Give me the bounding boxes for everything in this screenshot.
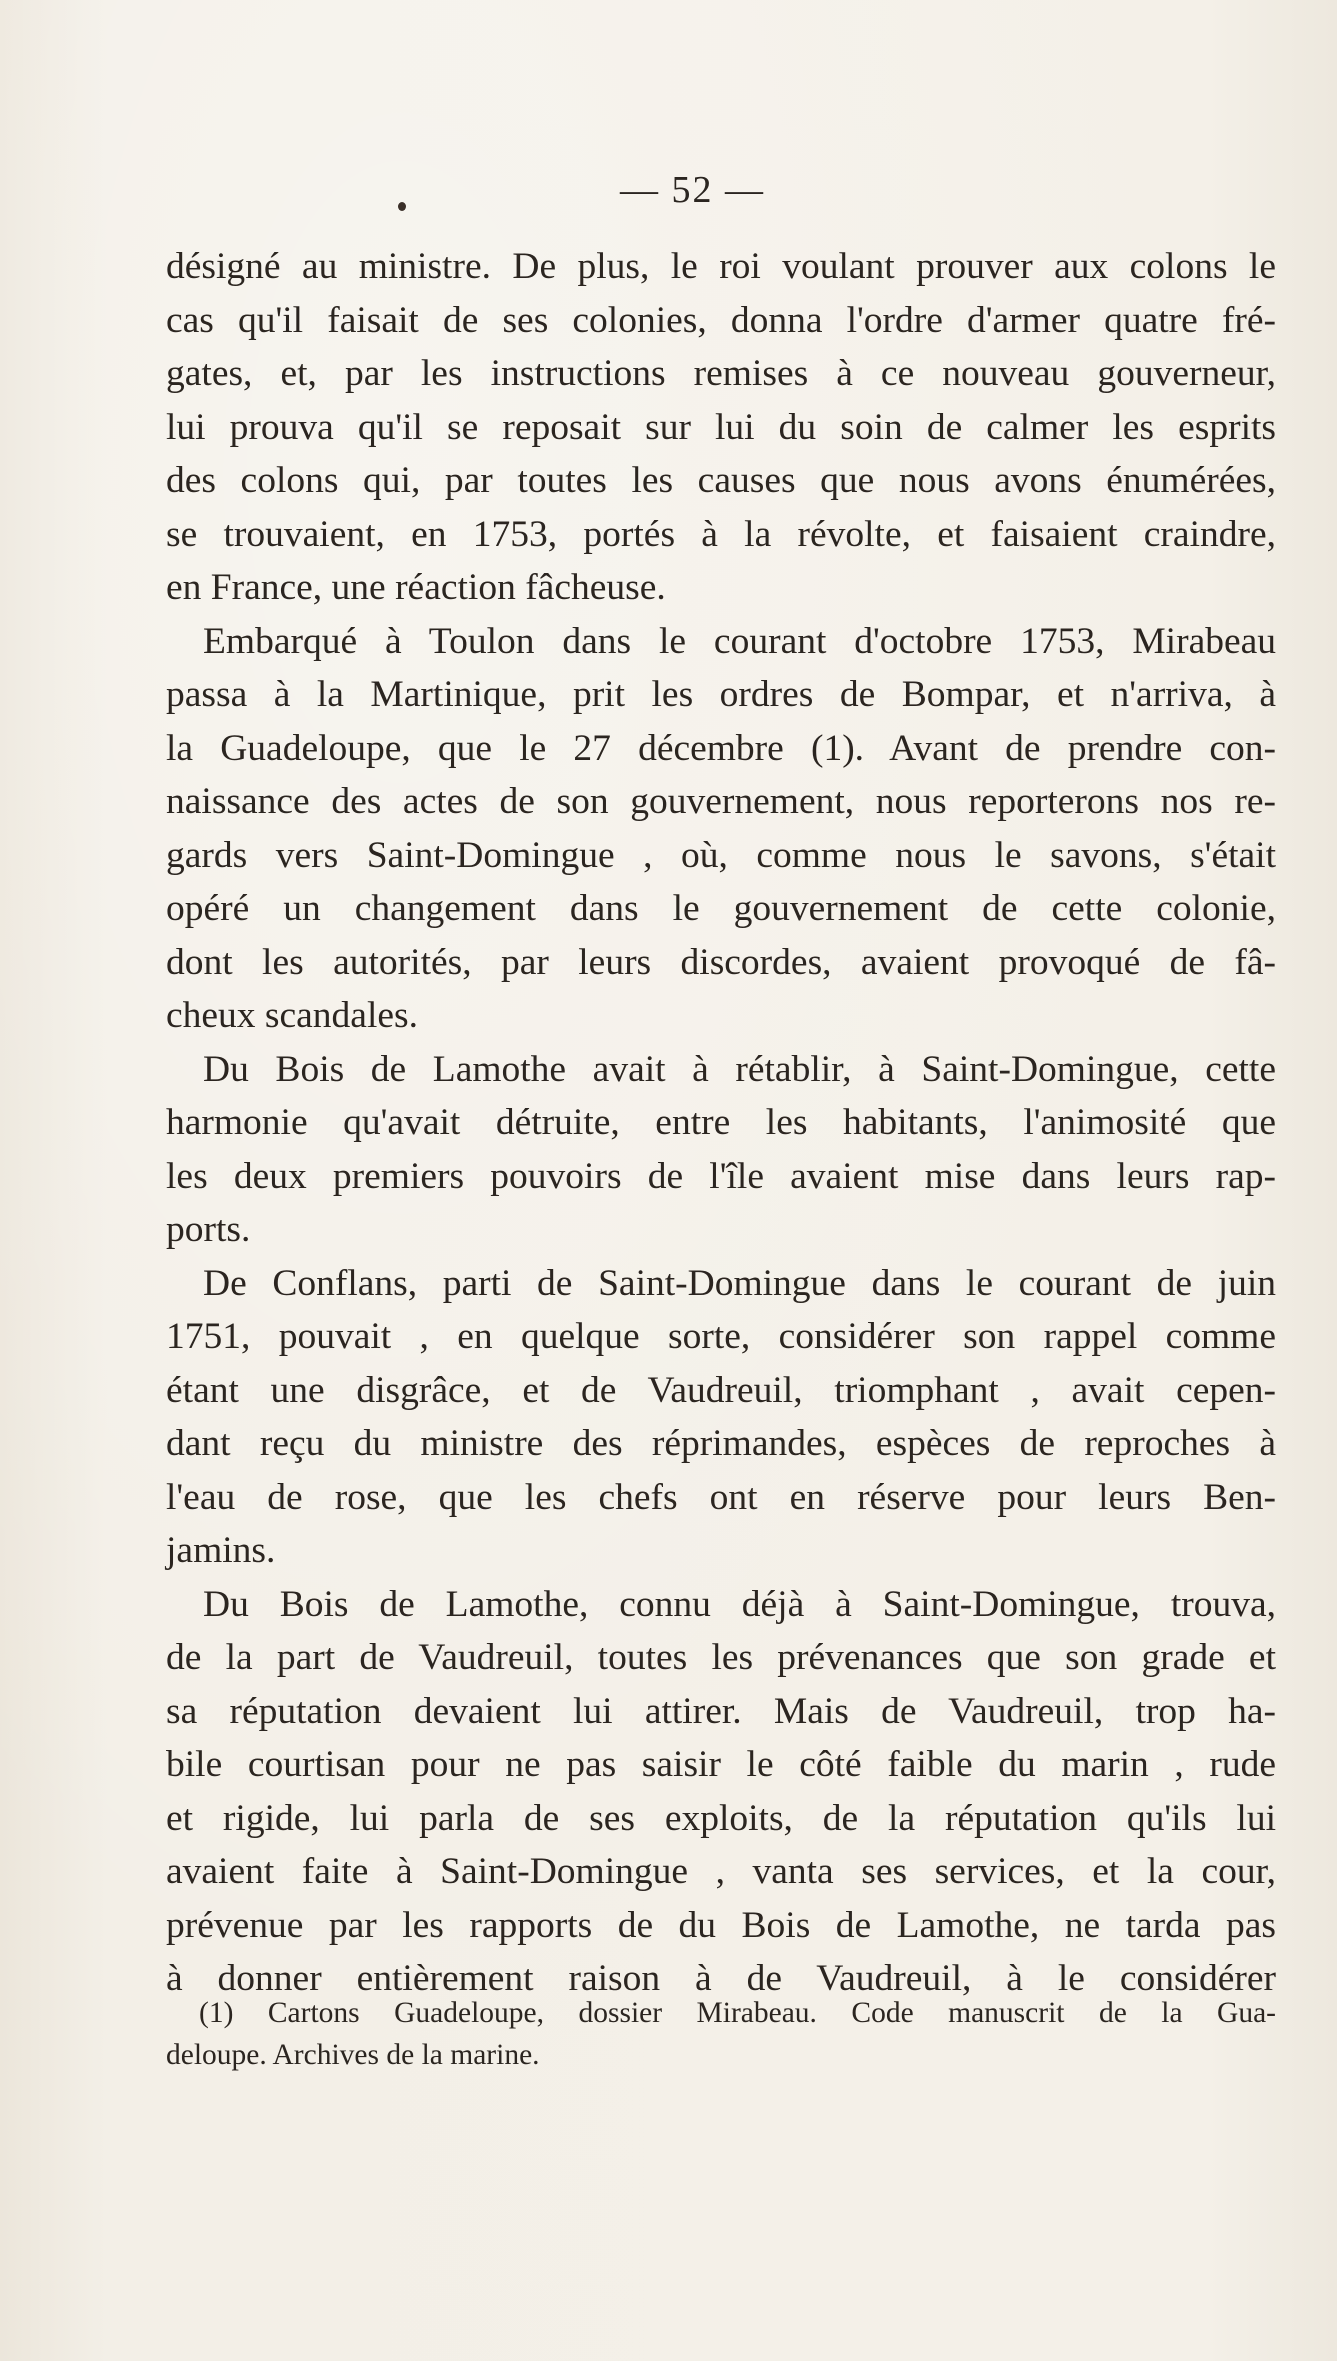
text-line: désigné au ministre. De plus, le roi voulant prouver aux colons le <box>166 246 1276 287</box>
footnote-line: deloupe. Archives de la marine. <box>166 2039 540 2071</box>
body-text <box>166 240 1276 2006</box>
text-line: étant une disgrâce, et de Vaudreuil, triomphant , avait cepen- <box>166 1369 1276 1411</box>
text-line: à donner entièrement raison à de Vaudreuil, à le considérer <box>166 1958 1276 1999</box>
text-line: dant reçu du ministre des réprimandes, espèces de reproches à <box>166 1423 1276 1464</box>
text-line: de la part de Vaudreuil, toutes les prévenances que son grade et <box>166 1637 1276 1678</box>
text-line: se trouvaient, en 1753, portés à la révolte, et faisaient craindre, <box>166 513 1276 555</box>
text-line: bile courtisan pour ne pas saisir le côté faible du marin , rude <box>166 1744 1276 1785</box>
text-line: dont les autorités, par leurs discordes, avaient provoqué de fâ- <box>166 941 1276 983</box>
text-line: avaient faite à Saint-Domingue , vanta ses services, et la cour, <box>166 1851 1276 1892</box>
text-line: les deux premiers pouvoirs de l'île avaient mise dans leurs rap- <box>166 1155 1276 1197</box>
text-line: prévenue par les rapports de du Bois de Lamothe, ne tarda pas <box>166 1904 1276 1946</box>
text-line: lui prouva qu'il se reposait sur lui du soin de calmer les esprits <box>166 406 1276 448</box>
text-line: en France, une réaction fâcheuse. <box>166 567 666 608</box>
text-line: gards vers Saint-Domingue , où, comme nous le savons, s'était <box>166 834 1276 876</box>
text-line: gates, et, par les instructions remises à ce nouveau gouverneur, <box>166 353 1276 394</box>
text-line: et rigide, lui parla de ses exploits, de la réputation qu'ils lui <box>166 1797 1276 1839</box>
text-line: ports. <box>166 1209 251 1250</box>
text-line: opéré un changement dans le gouvernement de cette colonie, <box>166 888 1276 929</box>
text-line: jamins. <box>166 1530 276 1571</box>
footnote-line: (1) Cartons Guadeloupe, dossier Mirabeau. Code manuscrit de la Gua- <box>199 1997 1276 2029</box>
text-line: des colons qui, par toutes les causes que nous avons énumérées, <box>166 460 1276 501</box>
footnote <box>166 1992 1276 2076</box>
text-line: harmonie qu'avait détruite, entre les habitants, l'animosité que <box>166 1102 1276 1143</box>
text-line: la Guadeloupe, que le 27 décembre (1). Avant de prendre con- <box>166 727 1276 769</box>
text-line: cheux scandales. <box>166 995 418 1036</box>
text-line: l'eau de rose, que les chefs ont en réserve pour leurs Ben- <box>166 1476 1276 1518</box>
text-line: sa réputation devaient lui attirer. Mais de Vaudreuil, trop ha- <box>166 1690 1276 1732</box>
text-line: cas qu'il faisait de ses colonies, donna l'ordre d'armer quatre fré- <box>166 299 1276 341</box>
text-line: Du Bois de Lamothe avait à rétablir, à Saint-Domingue, cette <box>203 1048 1276 1090</box>
text-line: passa à la Martinique, prit les ordres de Bompar, et n'arriva, à <box>166 674 1276 715</box>
text-line: Du Bois de Lamothe, connu déjà à Saint-Domingue, trouva, <box>203 1583 1276 1625</box>
text-line: 1751, pouvait , en quelque sorte, considérer son rappel comme <box>166 1316 1276 1357</box>
ink-speck <box>398 202 406 211</box>
text-line: De Conflans, parti de Saint-Domingue dans le courant de juin <box>203 1262 1276 1304</box>
text-line: Embarqué à Toulon dans le courant d'octobre 1753, Mirabeau <box>203 620 1276 662</box>
page-number: — 52 — <box>620 169 765 211</box>
text-line: naissance des actes de son gouvernement, nous reporterons nos re- <box>166 781 1276 822</box>
